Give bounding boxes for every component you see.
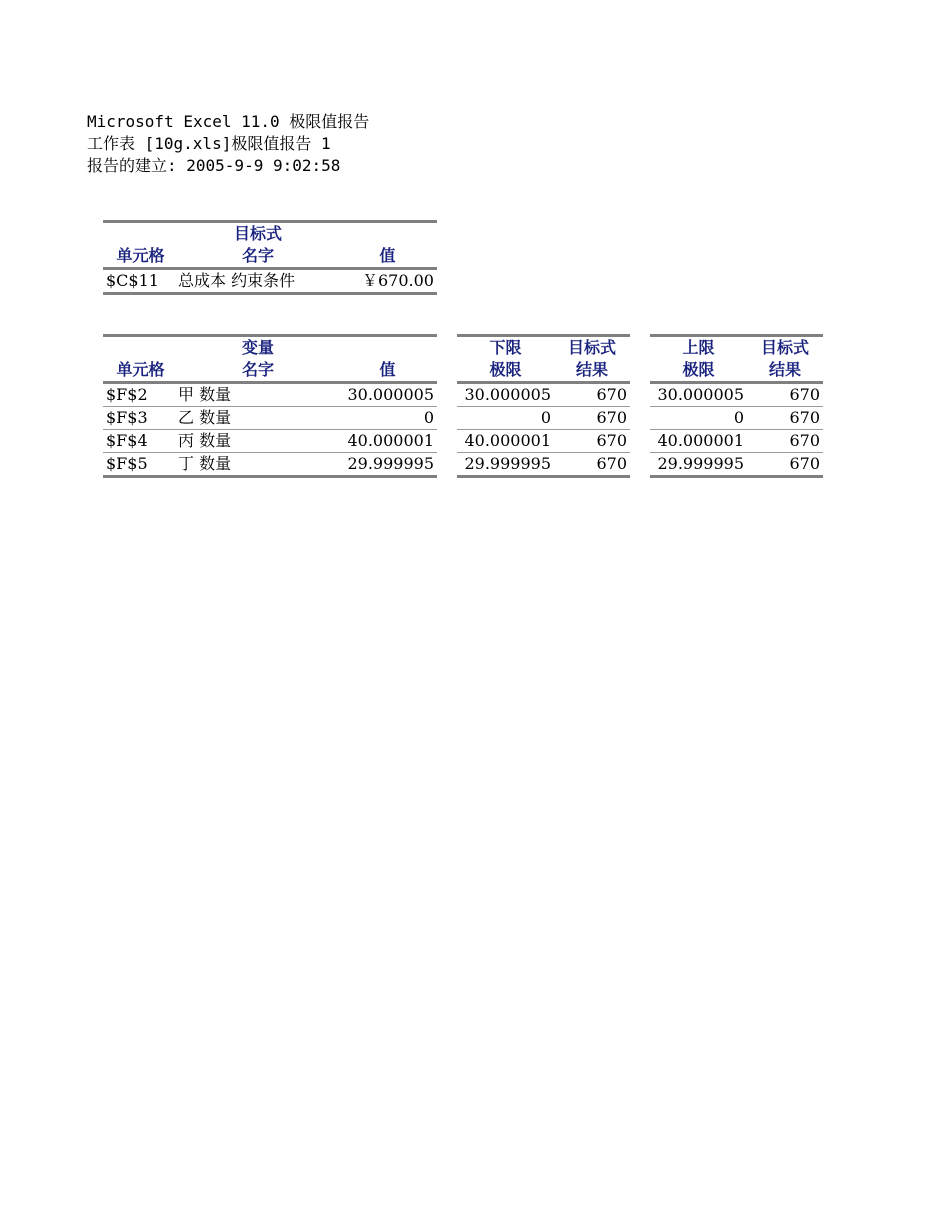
variables-group-header: 变量 xyxy=(178,336,338,360)
upper-limit-cell[interactable]: 29.999995 xyxy=(650,453,747,477)
upper-result-cell[interactable]: 670 xyxy=(747,383,823,407)
cell-value[interactable]: 30.000005 xyxy=(338,383,437,407)
table-row xyxy=(650,430,823,453)
upper-header-1: 上限 xyxy=(650,336,747,360)
cell-value[interactable]: 0 xyxy=(338,407,437,430)
lower-limit-cell[interactable]: 40.000001 xyxy=(457,430,554,453)
table-row xyxy=(103,269,437,294)
lower-result-cell[interactable]: 670 xyxy=(554,407,630,430)
variables-col-value: 值 xyxy=(338,359,437,383)
lower-limit-cell[interactable]: 29.999995 xyxy=(457,453,554,477)
objective-table xyxy=(103,220,437,295)
cell-ref[interactable]: $F$3 xyxy=(103,407,178,430)
objective-col-cell: 单元格 xyxy=(103,245,178,269)
cell-ref[interactable]: $C$11 xyxy=(103,269,178,294)
lower-result-cell[interactable]: 670 xyxy=(554,383,630,407)
cell-ref[interactable]: $F$5 xyxy=(103,453,178,477)
upper-limit-cell[interactable]: 30.000005 xyxy=(650,383,747,407)
lower-limit-table xyxy=(457,334,630,478)
table-row xyxy=(457,383,630,407)
objective-group-header: 目标式 xyxy=(178,222,338,246)
table-row xyxy=(103,407,437,430)
cell-value[interactable]: 40.000001 xyxy=(338,430,437,453)
variables-col-name: 名字 xyxy=(178,359,338,383)
table-row xyxy=(103,430,437,453)
table-row xyxy=(650,453,823,477)
objective-col-value: 值 xyxy=(338,245,437,269)
table-row xyxy=(650,407,823,430)
lower-limit-cell[interactable]: 0 xyxy=(457,407,554,430)
upper-limit-cell[interactable]: 40.000001 xyxy=(650,430,747,453)
upper-limit-table xyxy=(650,334,823,478)
cell-name[interactable]: 乙 数量 xyxy=(178,407,338,430)
upper-result-header-2: 结果 xyxy=(747,359,823,383)
cell-name[interactable]: 总成本 约束条件 xyxy=(178,269,338,294)
report-title: Microsoft Excel 11.0 极限值报告 xyxy=(87,112,370,131)
lower-header-1: 下限 xyxy=(457,336,554,360)
cell-name[interactable]: 丙 数量 xyxy=(178,430,338,453)
table-row xyxy=(457,453,630,477)
upper-result-header-1: 目标式 xyxy=(747,336,823,360)
cell-ref[interactable]: $F$2 xyxy=(103,383,178,407)
objective-col-name: 名字 xyxy=(178,245,338,269)
lower-result-cell[interactable]: 670 xyxy=(554,430,630,453)
upper-result-cell[interactable]: 670 xyxy=(747,453,823,477)
upper-header-2: 极限 xyxy=(650,359,747,383)
upper-result-cell[interactable]: 670 xyxy=(747,430,823,453)
lower-limit-cell[interactable]: 30.000005 xyxy=(457,383,554,407)
variables-col-cell: 单元格 xyxy=(103,359,178,383)
upper-result-cell[interactable]: 670 xyxy=(747,407,823,430)
table-row xyxy=(103,453,437,477)
report-worksheet: 工作表 [10g.xls]极限值报告 1 xyxy=(87,134,331,153)
cell-ref[interactable]: $F$4 xyxy=(103,430,178,453)
cell-value[interactable]: ￥670.00 xyxy=(338,269,437,294)
table-row xyxy=(457,407,630,430)
variables-table xyxy=(103,334,437,478)
lower-header-2: 极限 xyxy=(457,359,554,383)
lower-result-header-1: 目标式 xyxy=(554,336,630,360)
cell-name[interactable]: 甲 数量 xyxy=(178,383,338,407)
table-row xyxy=(457,430,630,453)
lower-result-cell[interactable]: 670 xyxy=(554,453,630,477)
table-row xyxy=(103,383,437,407)
table-row xyxy=(650,383,823,407)
report-created: 报告的建立: 2005-9-9 9:02:58 xyxy=(87,156,341,175)
lower-result-header-2: 结果 xyxy=(554,359,630,383)
cell-name[interactable]: 丁 数量 xyxy=(178,453,338,477)
cell-value[interactable]: 29.999995 xyxy=(338,453,437,477)
upper-limit-cell[interactable]: 0 xyxy=(650,407,747,430)
